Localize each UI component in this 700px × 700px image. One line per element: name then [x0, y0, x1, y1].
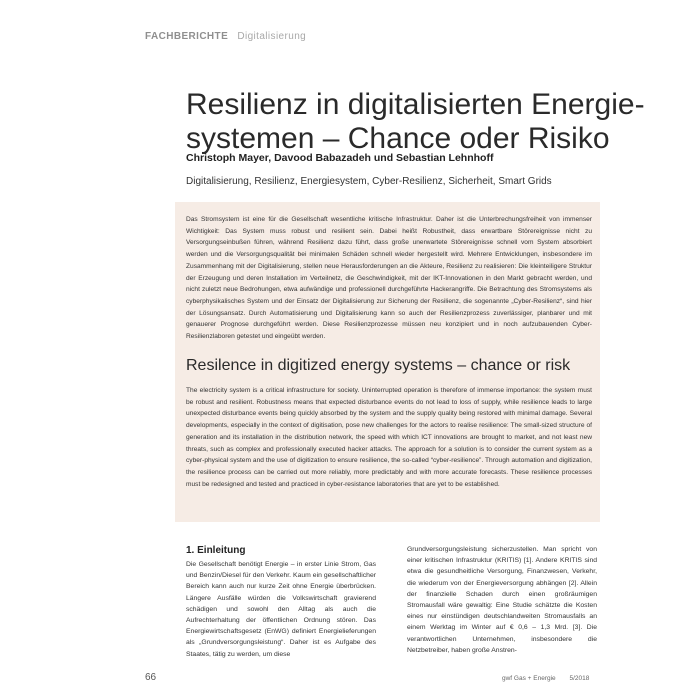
article-keywords: Digitalisierung, Resilienz, Energiesystem, Cyber-Resilienz, Sicherheit, Smart Grids: [186, 176, 552, 187]
abstract-english-title: Resilence in digitized energy systems – chance or risk: [186, 357, 571, 374]
abstract-english: The electricity system is a critical infrastructure for society. Uninterrupted operation is therefore of immense importance: the system must be robust and resilient. Robustness means that expected disturbance events do not lead to loss of supply, while resilience leads to large unexpected disturbance events being quickly absorbed by the system and the supply quality being restored with minimal damage. Several developments, especially in the context of digitisation, pose new challenges for the actors to realise resilience: The small-sized structure of generation and its installation in the distribution network, the speed with which ICT innovations are brought to market, and not least new threats, such as complex and professionally executed hacker attacks. The approach for a solution is to consider the current system as a cyber-physical system and the use of digitization to ensure resilience, the so-called “cyber-resilience”. Through automation and digitization, the resilience process can be carried out more reliably, more predictably and with more accurate forecasts. These resilience processes must be redesigned and tested and practiced in cyber-resistance laboratories that are yet to be established.: [186, 387, 592, 488]
section-heading-introduction: 1. Einleitung: [186, 545, 246, 556]
header-subcategory: Digitalisierung: [237, 31, 307, 42]
article-title: [186, 88, 656, 156]
body-column-left: [186, 544, 376, 660]
body-text-left: Die Gesellschaft benötigt Energie – in erster Linie Strom, Gas und Benzin/Diesel für den Verkehr. Kaum ein gesellschaftlicher Bereich kann auch nur kurze Zeit ohne Energie überbrücken. Längere Ausfälle würden die Volkswirtschaft gravierend schädigen und sowohl den Alltag als auch die Aufrechterhaltung der öffentlichen Ordnung stören. Das Energiewirtschaftsgesetz (EnWG) definiert Energielieferungen als „Grundversorgungsleistung“. Daher ist es Aufgabe des Staates, tätig zu werden, um diese: [186, 561, 376, 658]
body-column-right: [407, 544, 597, 656]
title-line-2: systemen – Chance oder Risiko: [186, 122, 610, 155]
abstract-german: Das Stromsystem ist eine für die Gesellschaft wesentliche kritische Infrastruktur. Daher ist die Unterbrechungsfreiheit von immenser Wichtigkeit: Das System muss robust und resilient sein. Dabei heißt Robustheit, dass erwartbare Störereignisse nicht zu Versorgungseinbußen führen, während Resilienz dazu führt, dass große unerwartete Störereignisse schnell vom System absorbiert werden und die Versorgungsqualität bei minimalen Schäden schnell wieder hergestellt wird. Mehrere Entwicklungen, insbesondere im Zusammenhang mit der Digitalisierung, stellen neue Herausforderungen an die Akteure, Resilienz zu realisieren: Die kleinteiligere Struktur der Erzeugung und deren Installation im Verteilnetz, die Geschwindigkeit, mit der IKT-Innovationen in den Markt gebracht werden, und nicht zuletzt neue Bedrohungen, etwa aufwändige und professionell durchgeführte Hackerangriffe. Die Betrachtung des Stromsystems als cyberphysikalisches System und der Einsatz der Digitalisierung zur Sicherung der Resilienz, die sogenannte „Cyber-Resilienz“, sind hier der Lösungsansatz. Durch Automatisierung und Digitalisierung kann so auch der Resilienzprozess zuverlässiger, planbarer und mit genauerer Prognose durchgeführt werden. Diese Resilienzprozesse müssen neu konzipiert und in noch aufzubauenden Cyber-Resilienzlaboren getestet und eingeübt werden.: [186, 216, 592, 341]
page-number: 66: [145, 672, 157, 683]
journal-issue: 5/2018: [569, 675, 590, 682]
journal-name: gwf Gas + Energie: [502, 675, 556, 682]
body-text-right: Grundversorgungsleistung sicherzustellen. Man spricht von einer kritischen Infrastruktur (KRITIS) [1]. Andere KRITIS sind etwa die gesundheitliche Versorgung, Finanzwesen, Verkehr, die wiederum von der Energieversorgung abhängen [2]. Allein der finanzielle Schaden durch einen großräumigen Stromausfall wäre gewaltig: Eine Studie schätzte die Kosten eines nur einstündigen deutschlandweiten Stromausfalls an einem Werktag im Winter auf € 0,6 – 1,3 Mrd. [3]. Die verantwortlichen Unternehmen, insbesondere die Netzbetreiber, haben große Anstren-: [407, 546, 597, 654]
header-category: FACHBERICHTE: [145, 31, 229, 42]
section-header: [145, 31, 306, 42]
article-authors: Christoph Mayer, Davood Babazadeh und Sebastian Lehnhoff: [186, 152, 494, 164]
title-line-1: Resilienz in digitalisierten Energie-: [186, 88, 645, 121]
footer-journal: [502, 675, 589, 682]
